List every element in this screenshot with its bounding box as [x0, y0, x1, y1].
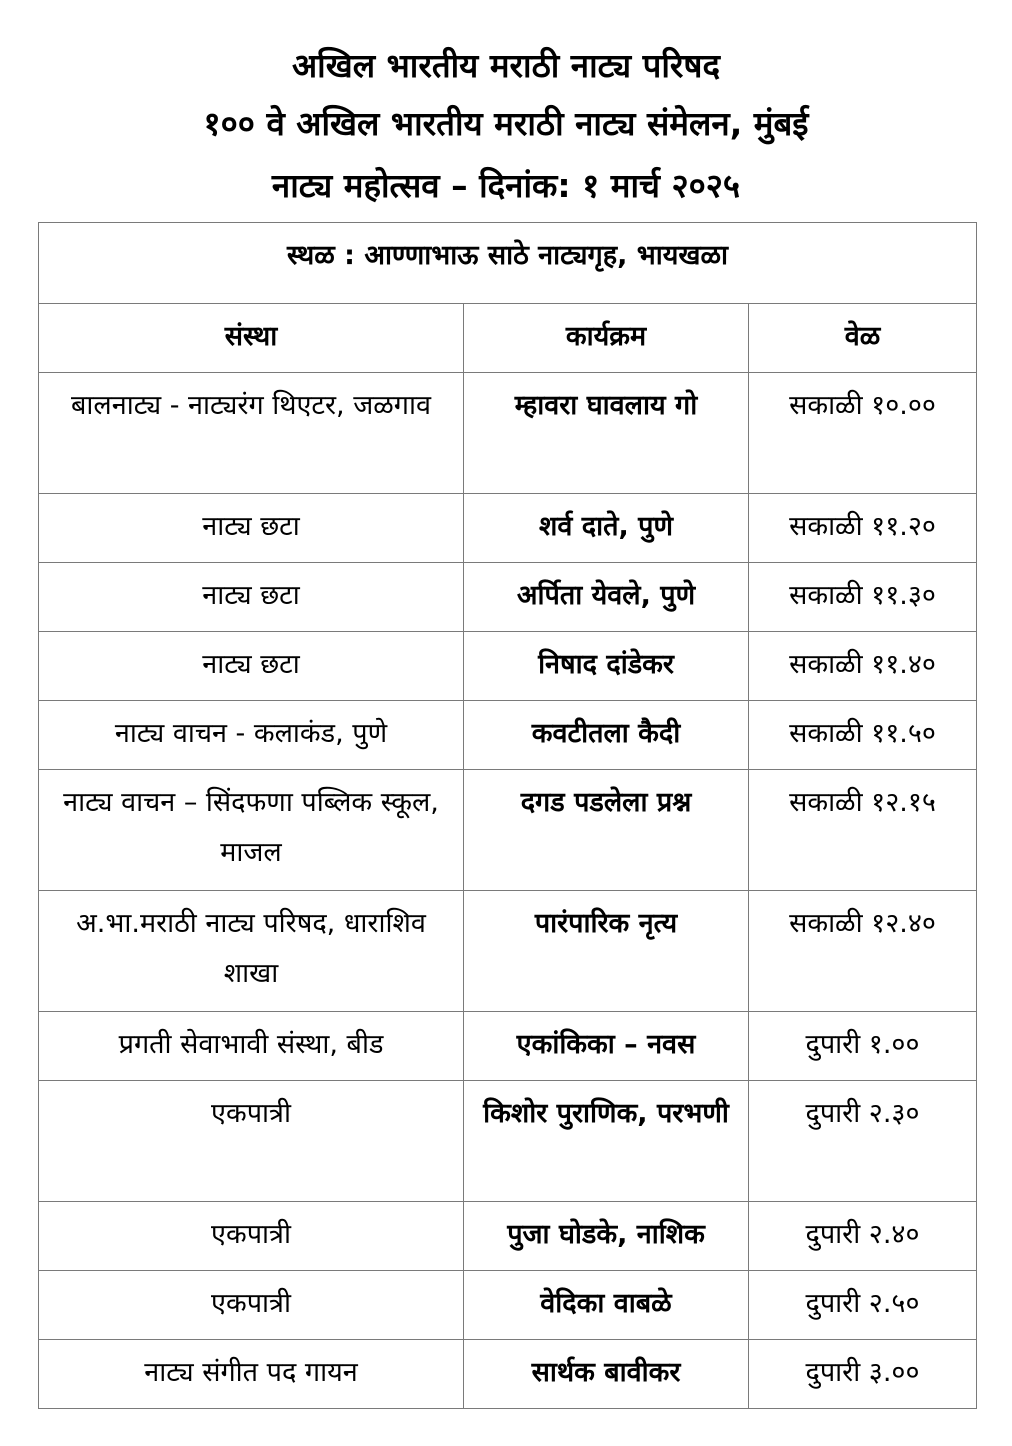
table-row — [39, 1081, 977, 1202]
venue-label: स्थळ : आण्णाभाऊ साठे नाट्यगृह, भायखळा — [39, 223, 977, 304]
time-cell: दुपारी १.०० — [749, 1012, 977, 1081]
org-cell: नाट्य वाचन – सिंदफणा पब्लिक स्कूल, माजल — [39, 770, 464, 891]
org-cell: एकपात्री — [39, 1202, 464, 1271]
time-cell: सकाळी ११.५० — [749, 701, 977, 770]
time-cell: सकाळी ११.४० — [749, 632, 977, 701]
program-cell: निषाद दांडेकर — [464, 632, 749, 701]
time-cell: सकाळी ११.३० — [749, 563, 977, 632]
program-cell: पुजा घोडके, नाशिक — [464, 1202, 749, 1271]
time-cell: सकाळी १२.१५ — [749, 770, 977, 891]
program-cell: कवटीतला कैदी — [464, 701, 749, 770]
table-row — [39, 891, 977, 1012]
org-cell: नाट्य छटा — [39, 494, 464, 563]
org-cell: एकपात्री — [39, 1271, 464, 1340]
org-cell: नाट्य संगीत पद गायन — [39, 1340, 464, 1409]
time-cell: सकाळी १०.०० — [749, 373, 977, 494]
program-cell: एकांकिका – नवस — [464, 1012, 749, 1081]
org-cell: बालनाट्य - नाट्यरंग थिएटर, जळगाव — [39, 373, 464, 494]
venue-row — [39, 223, 977, 304]
org-cell: एकपात्री — [39, 1081, 464, 1202]
column-header-org: संस्था — [39, 304, 464, 373]
org-cell: अ.भा.मराठी नाट्य परिषद, धाराशिव शाखा — [39, 891, 464, 1012]
time-cell: दुपारी २.५० — [749, 1271, 977, 1340]
program-cell: सार्थक बावीकर — [464, 1340, 749, 1409]
table-row — [39, 1012, 977, 1081]
column-header-time: वेळ — [749, 304, 977, 373]
column-header-program: कार्यक्रम — [464, 304, 749, 373]
program-cell: पारंपारिक नृत्य — [464, 891, 749, 1012]
table-row — [39, 373, 977, 494]
org-cell: नाट्य वाचन - कलाकंड, पुणे — [39, 701, 464, 770]
table-row — [39, 632, 977, 701]
schedule-table — [38, 222, 977, 1409]
table-row — [39, 494, 977, 563]
table-row — [39, 1340, 977, 1409]
program-cell: वेदिका वाबळे — [464, 1271, 749, 1340]
table-row — [39, 701, 977, 770]
program-cell: म्हावरा घावलाय गो — [464, 373, 749, 494]
program-cell: किशोर पुराणिक, परभणी — [464, 1081, 749, 1202]
table-row — [39, 1271, 977, 1340]
program-cell: दगड पडलेला प्रश्न — [464, 770, 749, 891]
program-cell: शर्व दाते, पुणे — [464, 494, 749, 563]
title-line-2: १०० वे अखिल भारतीय मराठी नाट्य संमेलन, मुंबई — [203, 104, 809, 143]
time-cell: सकाळी ११.२० — [749, 494, 977, 563]
org-cell: नाट्य छटा — [39, 632, 464, 701]
table-row — [39, 770, 977, 891]
program-cell: अर्पिता येवले, पुणे — [464, 563, 749, 632]
table-row — [39, 1202, 977, 1271]
table-row — [39, 563, 977, 632]
org-cell: प्रगती सेवाभावी संस्था, बीड — [39, 1012, 464, 1081]
org-cell: नाट्य छटा — [39, 563, 464, 632]
header-row — [39, 304, 977, 373]
title-line-1: अखिल भारतीय मराठी नाट्य परिषद — [291, 46, 721, 85]
time-cell: दुपारी २.३० — [749, 1081, 977, 1202]
time-cell: सकाळी १२.४० — [749, 891, 977, 1012]
time-cell: दुपारी २.४० — [749, 1202, 977, 1271]
title-line-3: नाट्य महोत्सव – दिनांक: १ मार्च २०२५ — [271, 166, 741, 205]
time-cell: दुपारी ३.०० — [749, 1340, 977, 1409]
